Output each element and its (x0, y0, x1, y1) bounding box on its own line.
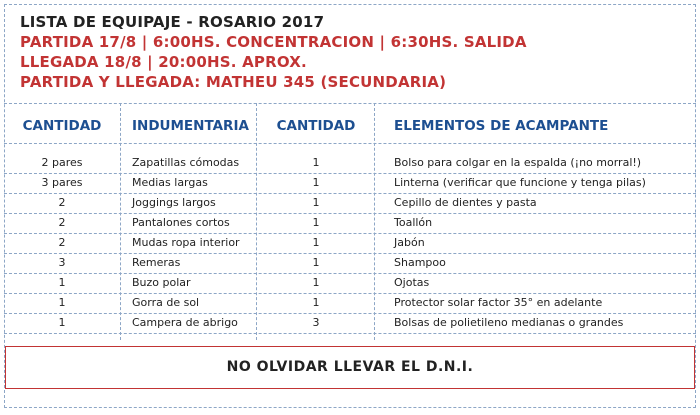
quantity-cell: 1 (312, 176, 320, 189)
column-header-quantity: CANTIDAD (22, 118, 102, 134)
row-divider (4, 253, 696, 254)
quantity-cell: 1 (312, 196, 320, 209)
quantity-cell: 3 (58, 256, 66, 269)
quantity-cell: 1 (312, 276, 320, 289)
row-divider (4, 173, 696, 174)
camping-item-cell: Bolsas de polietileno medianas o grandes (394, 316, 624, 329)
quantity-cell: 1 (312, 296, 320, 309)
row-divider (4, 293, 696, 294)
quantity-cell: 1 (58, 296, 66, 309)
clothing-cell: Gorra de sol (132, 296, 200, 309)
quantity-cell: 2 pares (41, 156, 83, 169)
header-divider (4, 103, 696, 104)
clothing-cell: Zapatillas cómodas (132, 156, 240, 169)
reminder-text: NO OLVIDAR LLEVAR EL D.N.I. (226, 359, 474, 375)
column-header-quantity-2: CANTIDAD (276, 118, 356, 134)
clothing-cell: Medias largas (132, 176, 208, 189)
column-divider (120, 103, 121, 340)
quantity-cell: 2 (58, 196, 66, 209)
arrival-line: LLEGADA 18/8 | 20:00HS. APROX. (20, 53, 307, 71)
clothing-cell: Buzo polar (132, 276, 191, 289)
clothing-cell: Remeras (132, 256, 181, 269)
reminder-box (5, 346, 695, 389)
quantity-cell: 2 (58, 236, 66, 249)
quantity-cell: 2 (58, 216, 66, 229)
quantity-cell: 1 (312, 216, 320, 229)
quantity-cell: 1 (312, 236, 320, 249)
row-divider (4, 213, 696, 214)
camping-item-cell: Protector solar factor 35° en adelante (394, 296, 603, 309)
table-header-divider (4, 143, 696, 144)
departure-line: PARTIDA 17/8 | 6:00HS. CONCENTRACION | 6:30HS. SALIDA (20, 33, 527, 51)
camping-item-cell: Linterna (verificar que funcione y tenga pilas) (394, 176, 646, 189)
column-divider (256, 103, 257, 340)
camping-item-cell: Bolso para colgar en la espalda (¡no morral!) (394, 156, 642, 169)
header (20, 12, 527, 92)
row-divider (4, 333, 696, 334)
clothing-cell: Campera de abrigo (132, 316, 238, 329)
row-divider (4, 233, 696, 234)
page-title: LISTA DE EQUIPAJE - ROSARIO 2017 (20, 13, 325, 31)
row-divider (4, 313, 696, 314)
quantity-cell: 1 (312, 256, 320, 269)
quantity-cell: 3 pares (41, 176, 83, 189)
quantity-cell: 1 (58, 316, 66, 329)
row-divider (4, 273, 696, 274)
column-divider (374, 103, 375, 340)
clothing-cell: Mudas ropa interior (132, 236, 240, 249)
column-header-camping-items: ELEMENTOS DE ACAMPANTE (394, 118, 609, 134)
camping-item-cell: Ojotas (394, 276, 430, 289)
camping-item-cell: Cepillo de dientes y pasta (394, 196, 537, 209)
clothing-cell: Joggings largos (132, 196, 216, 209)
camping-item-cell: Shampoo (394, 256, 446, 269)
quantity-cell: 1 (58, 276, 66, 289)
column-header-clothing: INDUMENTARIA (132, 118, 249, 134)
quantity-cell: 1 (312, 156, 320, 169)
camping-item-cell: Jabón (394, 236, 425, 249)
camping-item-cell: Toallón (394, 216, 433, 229)
row-divider (4, 193, 696, 194)
quantity-cell: 3 (312, 316, 320, 329)
clothing-cell: Pantalones cortos (132, 216, 230, 229)
location-line: PARTIDA Y LLEGADA: MATHEU 345 (SECUNDARIA) (20, 73, 447, 91)
